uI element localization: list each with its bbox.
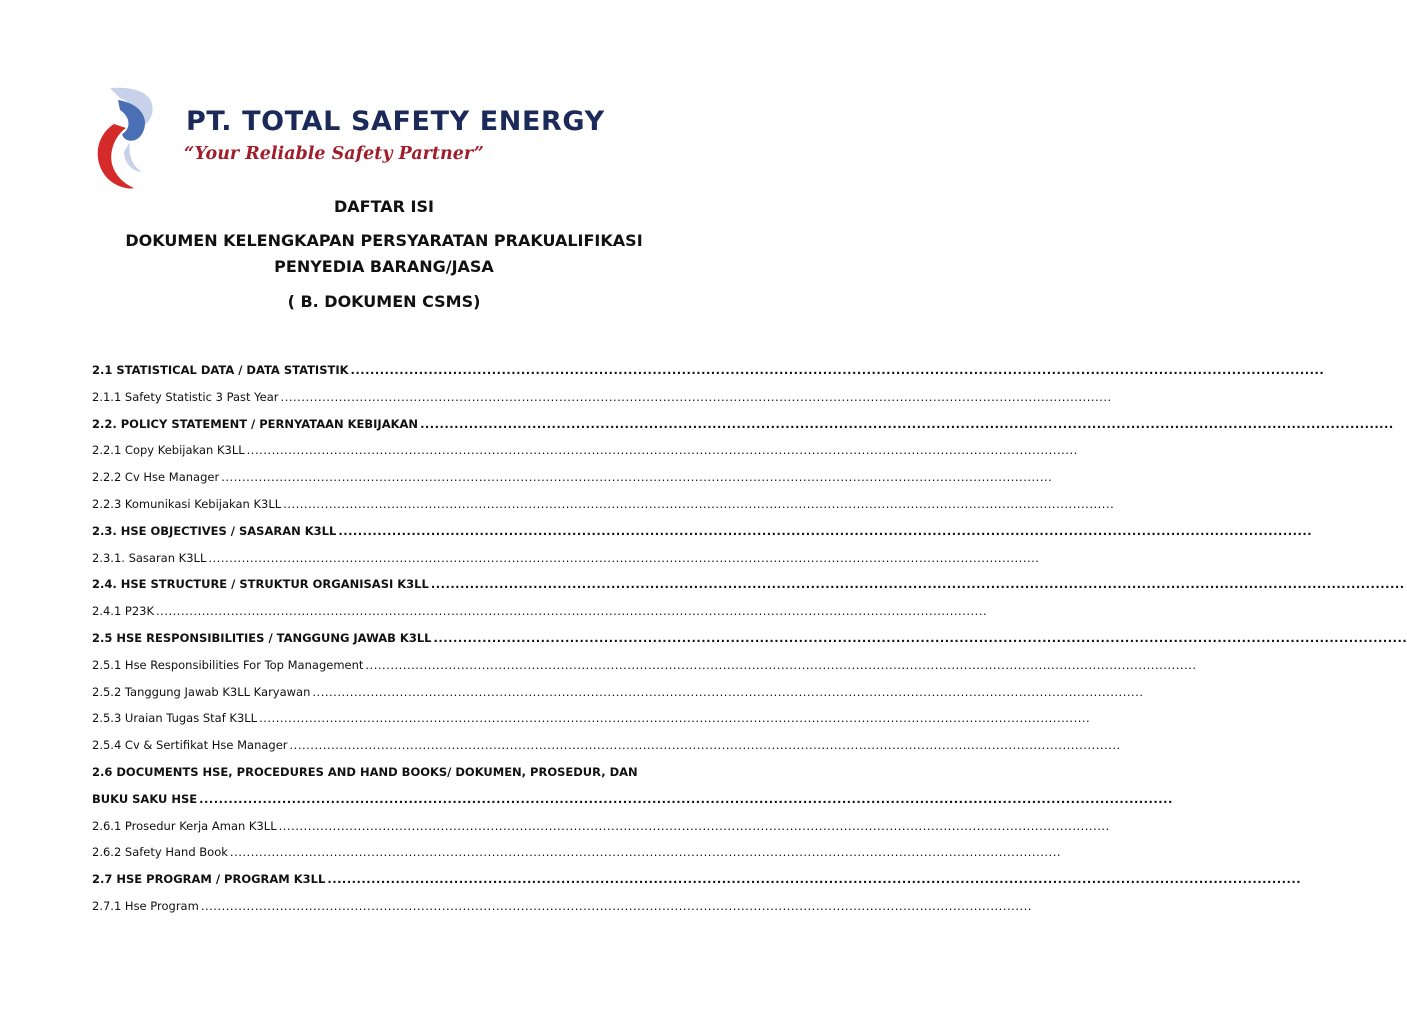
toc-leader-dots: ........................................................................................................................................................................................................ [278, 818, 1110, 833]
toc-leader-dots: ........................................................................................................................................................................................................ [229, 845, 1062, 860]
toc-leader-dots: ........................................................................................................................................................................................................ [259, 711, 1091, 726]
toc-entry [92, 436, 1078, 458]
company-name: PT. TOTAL SAFETY ENERGY [186, 106, 605, 137]
toc-entry [92, 624, 1407, 646]
toc-entry [92, 758, 650, 780]
page-title: DAFTAR ISI [334, 197, 434, 216]
company-tagline: “Your Reliable Safety Partner” [184, 144, 484, 164]
document-subtitle: ( B. DOKUMEN CSMS) [287, 292, 481, 311]
toc-entry [92, 704, 1091, 726]
letterhead [90, 84, 690, 196]
toc-entry [92, 812, 1110, 834]
document-title-line-2: PENYEDIA BARANG/JASA [274, 257, 494, 276]
toc-entry-label: 2.2.3 Komunikasi Kebijakan K3LL [92, 497, 282, 511]
toc-entry [92, 597, 988, 619]
toc-entry-label: 2.1.1 Safety Statistic 3 Past Year [92, 389, 279, 404]
toc-entry [92, 865, 1302, 887]
toc-entry-label: 2.6.1 Prosedur Kerja Aman K3LL [92, 818, 277, 833]
toc-entry-label: 2.1 STATISTICAL DATA / DATA STATISTIK [92, 363, 349, 377]
toc-leader-dots: ........................................................................................................................................................................................................ [327, 872, 1302, 887]
toc-entry [92, 517, 1313, 539]
toc-leader-dots: ........................................................................................................................................................................................................ [433, 631, 1407, 645]
toc-entry [92, 544, 1040, 566]
toc-entry-label: 2.5.3 Uraian Tugas Staf K3LL [92, 711, 258, 726]
toc-entry-label: 2.2.2 Cv Hse Manager [92, 470, 220, 485]
toc-entry [92, 678, 1144, 700]
toc-entry [92, 731, 1121, 753]
toc-leader-dots: ........................................................................................................................................................................................................ [246, 443, 1078, 458]
toc-entry [92, 463, 1053, 485]
toc-leader-dots: ........................................................................................................................................................................................................ [350, 363, 1325, 377]
toc-leader-dots: ........................................................................................................................................................................................................ [200, 899, 1032, 913]
toc-entry [92, 838, 1062, 860]
toc-entry [92, 490, 1115, 512]
toc-leader-dots: ........................................................................................................................................................................................................ [199, 791, 1173, 806]
toc-entry [92, 383, 1112, 405]
toc-entry-label: 2.2.1 Copy Kebijakan K3LL [92, 443, 245, 458]
toc-leader-dots: ........................................................................................................................................................................................................ [289, 738, 1121, 753]
toc-entry [92, 651, 1197, 673]
toc-entry-label: 2.2. POLICY STATEMENT / PERNYATAAN KEBIJAKAN [92, 416, 419, 431]
toc-entry-label: 2.5.2 Tanggung Jawab K3LL Karyawan [92, 684, 311, 699]
toc-entry-label: 2.5.1 Hse Responsibilities For Top Management [92, 657, 364, 672]
toc-entry-label: 2.5.4 Cv & Sertifikat Hse Manager [92, 738, 288, 753]
toc-entry-label: 2.3. HSE OBJECTIVES / SASARAN K3LL [92, 523, 337, 538]
toc-entry [92, 892, 1032, 914]
toc-entry-label: BUKU SAKU HSE [92, 791, 198, 806]
toc-entry [92, 410, 1394, 432]
toc-leader-dots: ........................................................................................................................................................................................................ [280, 389, 1112, 404]
toc-entry-label: 2.7.1 Hse Program [92, 899, 199, 913]
toc-entry-label: 2.4.1 P23K [92, 604, 155, 619]
toc-leader-dots: ........................................................................................................................................................................................................ [156, 604, 988, 619]
toc-entry-label: 2.5 HSE RESPONSIBILITIES / TANGGUNG JAWAB K3LL [92, 631, 432, 645]
toc-entry-label: 2.3.1. Sasaran K3LL [92, 550, 207, 565]
toc-leader-dots: ........................................................................................................................................................................................................ [312, 684, 1144, 699]
toc-leader-dots: ........................................................................................................................................................................................................ [430, 577, 1405, 592]
toc-leader-dots: ........................................................................................................................................................................................................ [365, 657, 1197, 672]
toc-entry-label: 2.7 HSE PROGRAM / PROGRAM K3LL [92, 872, 326, 887]
toc-leader-dots: ........................................................................................................................................................................................................ [420, 416, 1394, 431]
toc-entry [92, 785, 1173, 807]
toc-entry-label: 2.6 DOCUMENTS HSE, PROCEDURES AND HAND BOOKS/ DOKUMEN, PROSEDUR, DAN [92, 765, 638, 779]
toc-entry [92, 570, 1405, 592]
company-logo [90, 84, 186, 194]
toc-entry [92, 356, 1325, 378]
toc-leader-dots: ........................................................................................................................................................................................................ [283, 497, 1115, 511]
toc-entry-label: 2.4. HSE STRUCTURE / STRUKTUR ORGANISASI K3LL [92, 577, 429, 592]
toc-entry-label: 2.6.2 Safety Hand Book [92, 845, 228, 860]
toc-leader-dots: ........................................................................................................................................................................................................ [338, 523, 1313, 538]
toc-leader-dots: ........................................................................................................................................................................................................ [221, 470, 1053, 485]
document-title-line-1: DOKUMEN KELENGKAPAN PERSYARATAN PRAKUALIFIKASI [125, 231, 643, 250]
toc-leader-dots: ........................................................................................................................................................................................................ [208, 550, 1040, 565]
